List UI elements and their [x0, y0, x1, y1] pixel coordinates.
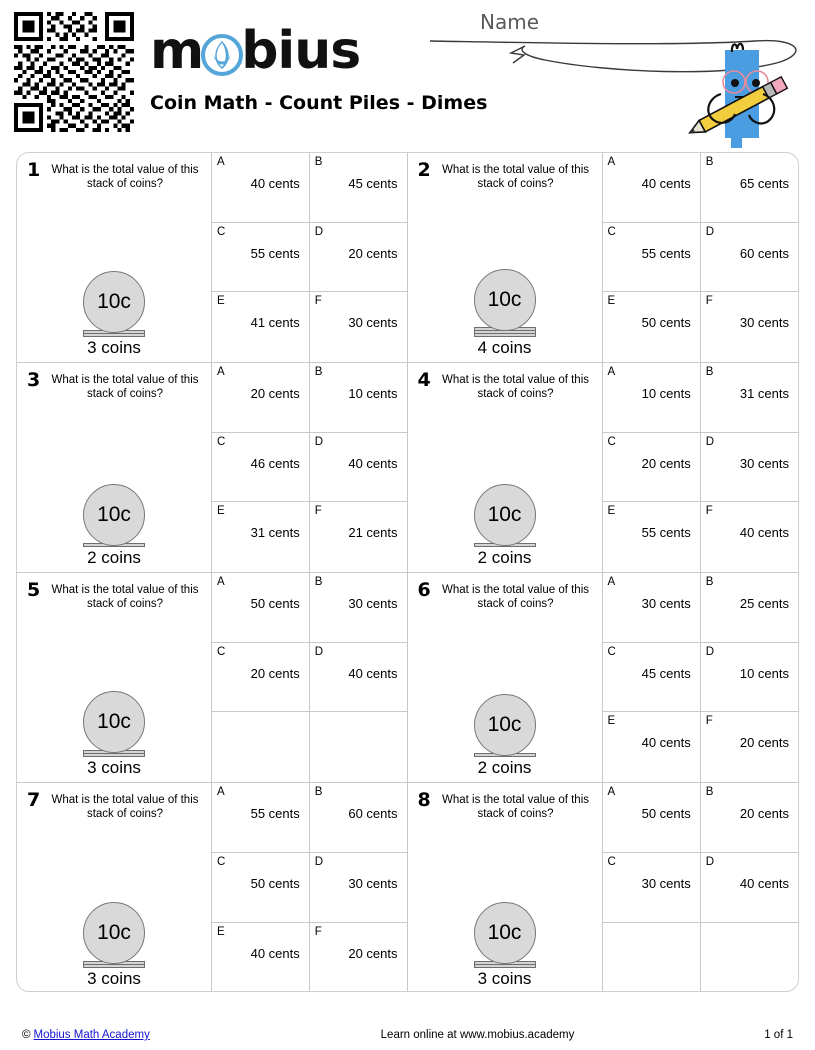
coin-edge-strip — [83, 333, 145, 337]
option-value: 46 cents — [250, 455, 300, 471]
coin-count-label: 2 coins — [477, 548, 532, 567]
option-letter: D — [705, 225, 715, 238]
option-value: 40 cents — [348, 455, 398, 471]
coin-stack-graphic — [408, 269, 602, 358]
coin-stack-graphic — [17, 902, 211, 989]
option-value: 20 cents — [739, 735, 789, 751]
option-value: 40 cents — [250, 946, 300, 961]
question-prompt-pane — [17, 363, 211, 572]
option-letter: C — [607, 856, 616, 868]
coin-face-icon: 10c — [474, 484, 536, 546]
question-cell — [17, 573, 408, 783]
answer-option[interactable] — [700, 853, 798, 923]
option-value: 10 cents — [348, 386, 398, 401]
option-letter: B — [314, 156, 323, 168]
option-letter: C — [607, 435, 616, 448]
option-letter: F — [705, 505, 713, 518]
answer-option[interactable] — [211, 502, 309, 572]
option-letter: C — [217, 435, 226, 448]
option-letter: F — [314, 926, 322, 938]
option-value: 40 cents — [348, 665, 398, 681]
option-letter: A — [607, 576, 616, 588]
question-prompt-pane — [408, 363, 602, 572]
question-text: What is the total value of this stack of coins? — [51, 794, 199, 821]
copyright-symbol: © — [22, 1029, 31, 1041]
option-value: 30 cents — [348, 596, 398, 611]
question-number: 4 — [417, 369, 431, 391]
coin-face-icon: 10c — [474, 694, 536, 756]
coin-count-label: 3 coins — [87, 969, 141, 988]
answer-option[interactable] — [602, 853, 700, 923]
answer-option-empty — [602, 923, 700, 992]
option-letter: F — [314, 505, 322, 518]
answer-options — [211, 573, 407, 782]
option-value: 10 cents — [641, 386, 691, 401]
answer-option[interactable] — [309, 363, 407, 433]
coin-face-icon: 10c — [474, 902, 536, 964]
option-letter: E — [607, 715, 616, 728]
option-value: 40 cents — [641, 735, 691, 751]
answer-option[interactable] — [309, 783, 407, 853]
coin-count-label: 3 coins — [87, 338, 141, 357]
question-number: 1 — [27, 159, 41, 181]
answer-options — [602, 573, 799, 782]
option-value: 40 cents — [641, 176, 691, 191]
answer-option-empty — [309, 712, 407, 782]
option-letter: B — [705, 366, 714, 378]
answer-option[interactable] — [700, 223, 798, 293]
answer-option[interactable] — [602, 292, 700, 362]
coin-face-icon: 10c — [474, 269, 536, 331]
option-letter: B — [705, 786, 714, 798]
option-value: 30 cents — [348, 876, 398, 891]
coin-count-label: 2 coins — [477, 758, 532, 777]
question-prompt-pane — [17, 783, 211, 992]
option-letter: C — [217, 225, 226, 238]
option-letter: D — [314, 856, 324, 868]
answer-option[interactable] — [309, 223, 407, 293]
answer-option[interactable] — [602, 783, 700, 853]
question-number: 6 — [417, 579, 431, 601]
option-value: 60 cents — [739, 245, 789, 261]
option-value: 30 cents — [739, 455, 789, 471]
option-letter: F — [314, 295, 322, 308]
footer-learn-online-text: Learn online at www.mobius.academy — [380, 1029, 575, 1041]
coin-count-label: 3 coins — [87, 758, 141, 777]
option-value: 20 cents — [641, 455, 691, 471]
answer-option[interactable] — [211, 292, 309, 362]
coin-count-label: 4 coins — [477, 338, 532, 357]
question-number: 7 — [27, 789, 41, 811]
option-value: 55 cents — [250, 245, 300, 261]
worksheet-footer — [0, 1022, 815, 1048]
option-letter: C — [217, 645, 226, 658]
answer-option[interactable] — [211, 643, 309, 713]
question-number: 5 — [27, 579, 41, 601]
option-value: 10 cents — [739, 665, 789, 681]
question-cell — [408, 153, 799, 363]
question-text: What is the total value of this stack of coins? — [51, 164, 199, 191]
option-letter: D — [314, 645, 324, 658]
option-value: 25 cents — [739, 596, 789, 611]
question-number: 8 — [417, 789, 431, 811]
qr-code-icon — [14, 12, 134, 132]
answer-options — [602, 783, 799, 992]
coin-face-icon: 10c — [83, 484, 145, 546]
option-letter: B — [705, 156, 714, 168]
option-value: 55 cents — [250, 806, 300, 821]
name-label: Name — [480, 10, 540, 34]
option-value: 45 cents — [641, 665, 691, 681]
option-letter: C — [217, 856, 226, 868]
question-prompt-pane — [408, 153, 602, 362]
answer-option[interactable] — [700, 502, 798, 572]
coin-stack-graphic — [17, 484, 211, 568]
coin-count-label: 2 coins — [87, 548, 141, 567]
coin-stack-graphic — [408, 902, 602, 989]
question-prompt-pane — [408, 573, 602, 782]
answer-option[interactable] — [700, 433, 798, 503]
option-value: 50 cents — [250, 876, 300, 891]
question-cell — [17, 363, 408, 573]
footer-copyright — [22, 1029, 282, 1041]
option-value: 50 cents — [641, 315, 691, 331]
answer-option[interactable] — [309, 433, 407, 503]
coin-face-icon: 10c — [83, 902, 145, 964]
option-letter: D — [314, 225, 324, 238]
coin-stack-graphic — [408, 694, 602, 778]
option-value: 65 cents — [739, 176, 789, 191]
answer-option[interactable] — [602, 712, 700, 782]
option-value: 20 cents — [348, 946, 398, 961]
question-text: What is the total value of this stack of coins? — [51, 374, 199, 401]
answer-option[interactable] — [211, 923, 309, 992]
worksheet-header — [0, 0, 815, 140]
option-letter: B — [314, 576, 323, 588]
answer-options — [211, 153, 407, 362]
option-value: 30 cents — [348, 315, 398, 331]
answer-options — [211, 783, 407, 992]
option-value: 45 cents — [348, 176, 398, 191]
option-letter: B — [314, 786, 323, 798]
answer-option[interactable] — [211, 573, 309, 643]
question-prompt-pane — [17, 153, 211, 362]
answer-option[interactable] — [211, 363, 309, 433]
option-letter: A — [607, 366, 616, 378]
question-cell — [408, 573, 799, 783]
option-value: 30 cents — [641, 596, 691, 611]
option-letter: E — [607, 505, 616, 518]
coin-stack-graphic — [17, 691, 211, 778]
answer-option-empty — [211, 712, 309, 782]
answer-options — [602, 153, 799, 362]
option-value: 31 cents — [739, 386, 789, 401]
option-value: 21 cents — [348, 525, 398, 541]
answer-option[interactable] — [602, 223, 700, 293]
answer-option[interactable] — [309, 923, 407, 992]
option-letter: A — [607, 786, 616, 798]
logo-text-pre: m — [150, 21, 204, 81]
mascot-character-icon — [669, 36, 809, 148]
option-letter: A — [217, 576, 225, 588]
option-letter: C — [607, 225, 616, 238]
answer-option[interactable] — [309, 153, 407, 223]
question-text: What is the total value of this stack of coins? — [441, 374, 590, 401]
option-letter: D — [314, 435, 324, 448]
option-letter: B — [314, 366, 323, 378]
answer-option[interactable] — [211, 783, 309, 853]
coin-edge-strip — [474, 964, 536, 968]
option-value: 31 cents — [250, 525, 300, 541]
question-text: What is the total value of this stack of coins? — [441, 584, 590, 611]
option-value: 55 cents — [641, 245, 691, 261]
question-number: 2 — [417, 159, 431, 181]
answer-option[interactable] — [309, 643, 407, 713]
option-value: 50 cents — [250, 596, 300, 611]
option-value: 20 cents — [348, 245, 398, 261]
option-letter: C — [607, 645, 616, 658]
answer-option[interactable] — [602, 153, 700, 223]
answer-option[interactable] — [309, 502, 407, 572]
question-number: 3 — [27, 369, 41, 391]
mobius-academy-link[interactable]: Mobius Math Academy — [33, 1029, 150, 1041]
answer-option[interactable] — [602, 643, 700, 713]
answer-option[interactable] — [700, 153, 798, 223]
question-cell — [408, 783, 799, 992]
option-letter: D — [705, 856, 715, 868]
option-letter: E — [217, 295, 225, 308]
option-value: 40 cents — [739, 876, 789, 891]
option-letter: E — [217, 505, 225, 518]
coin-edge-strip — [474, 333, 536, 337]
answer-option[interactable] — [700, 643, 798, 713]
answer-option[interactable] — [602, 573, 700, 643]
answer-option[interactable] — [309, 292, 407, 362]
answer-options — [602, 363, 799, 572]
option-value: 41 cents — [250, 315, 300, 331]
coin-stack-graphic — [17, 271, 211, 358]
question-prompt-pane — [17, 573, 211, 782]
answer-option[interactable] — [309, 853, 407, 923]
answer-option-empty — [700, 923, 798, 992]
answer-option[interactable] — [700, 712, 798, 782]
answer-option[interactable] — [602, 363, 700, 433]
option-value: 60 cents — [348, 806, 398, 821]
answer-option[interactable] — [700, 363, 798, 433]
coin-edge-strip — [83, 964, 145, 968]
option-letter: A — [217, 786, 225, 798]
option-letter: D — [705, 645, 715, 658]
question-prompt-pane — [408, 783, 602, 992]
answer-option[interactable] — [211, 853, 309, 923]
page-indicator: 1 of 1 — [764, 1029, 793, 1041]
option-letter: B — [705, 576, 714, 588]
coin-stack-graphic — [408, 484, 602, 568]
answer-option[interactable] — [602, 502, 700, 572]
option-value: 20 cents — [250, 665, 300, 681]
option-value: 50 cents — [641, 806, 691, 821]
answer-option[interactable] — [700, 292, 798, 362]
name-field-area — [425, 8, 815, 140]
page-title: Coin Math - Count Piles - Dimes — [150, 92, 488, 114]
option-letter: A — [607, 156, 616, 168]
question-cell — [17, 153, 408, 363]
option-letter: D — [705, 435, 715, 448]
questions-grid — [16, 152, 799, 992]
option-value: 40 cents — [739, 525, 789, 541]
coin-face-icon: 10c — [83, 691, 145, 753]
answer-option[interactable] — [602, 433, 700, 503]
answer-option[interactable] — [211, 433, 309, 503]
option-value: 20 cents — [250, 386, 300, 401]
coin-edge-strip — [83, 753, 145, 757]
question-cell — [17, 783, 408, 992]
mobius-loop-icon — [201, 34, 243, 76]
option-letter: E — [217, 926, 225, 938]
option-letter: A — [217, 156, 225, 168]
option-value: 30 cents — [641, 876, 691, 891]
option-letter: E — [607, 295, 616, 308]
option-value: 40 cents — [250, 176, 300, 191]
question-text: What is the total value of this stack of coins? — [51, 584, 199, 611]
option-letter: A — [217, 366, 225, 378]
answer-option[interactable] — [309, 573, 407, 643]
option-value: 20 cents — [739, 806, 789, 821]
logo-text-post: bius — [241, 21, 361, 81]
question-text: What is the total value of this stack of coins? — [441, 794, 590, 821]
coin-count-label: 3 coins — [477, 969, 532, 988]
option-letter: F — [705, 715, 713, 728]
option-letter: F — [705, 295, 713, 308]
answer-option[interactable] — [700, 783, 798, 853]
question-cell — [408, 363, 799, 573]
answer-option[interactable] — [211, 153, 309, 223]
question-text: What is the total value of this stack of coins? — [441, 164, 590, 191]
answer-option[interactable] — [700, 573, 798, 643]
answer-options — [211, 363, 407, 572]
option-value: 55 cents — [641, 525, 691, 541]
coin-face-icon: 10c — [83, 271, 145, 333]
answer-option[interactable] — [211, 223, 309, 293]
option-value: 30 cents — [739, 315, 789, 331]
